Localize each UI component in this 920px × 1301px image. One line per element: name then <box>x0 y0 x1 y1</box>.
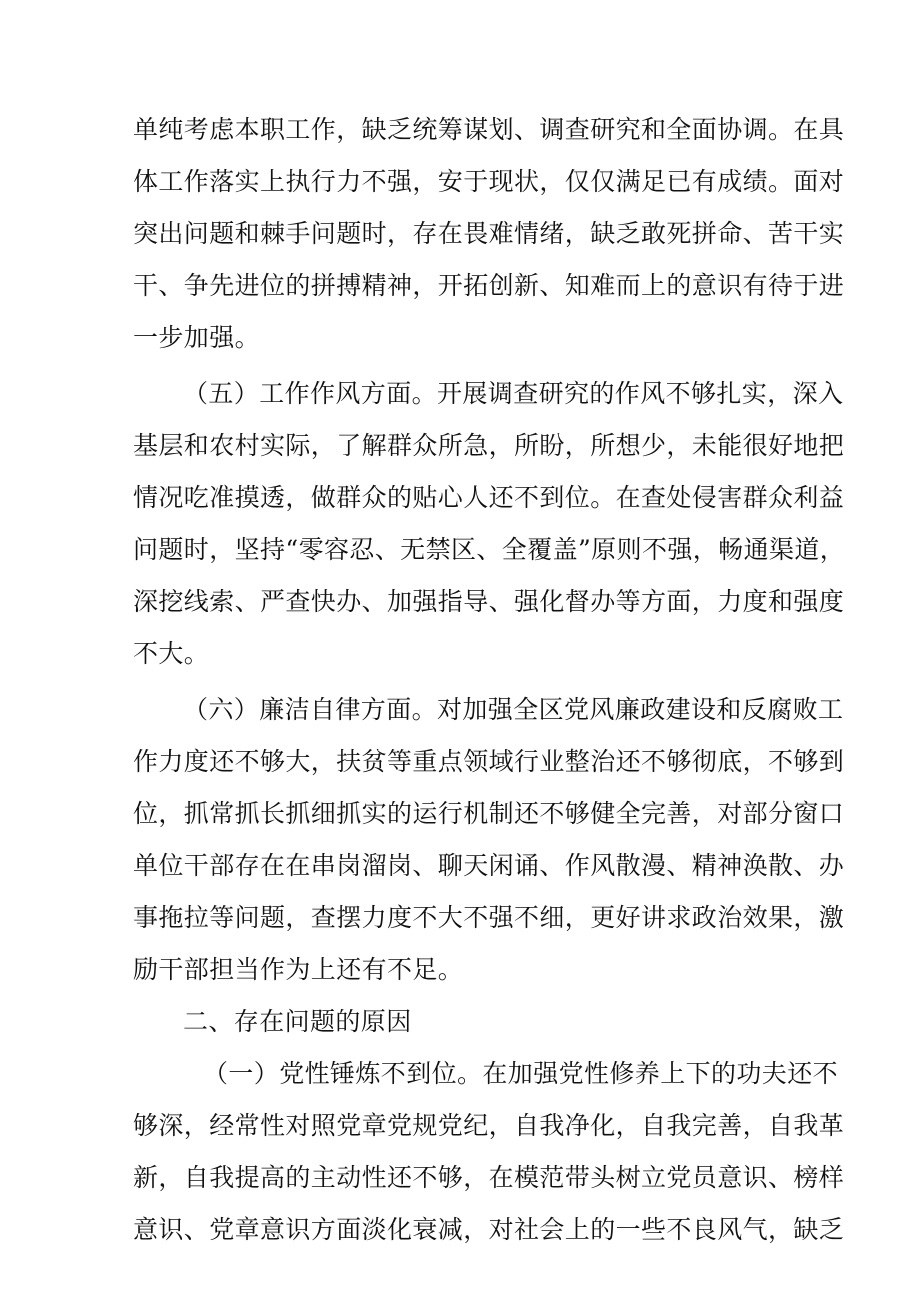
paragraph-integrity <box>133 684 845 996</box>
text-line: 励干部担当作为上还有不足。 <box>133 955 464 984</box>
text-line: 新，自我提高的主动性还不够，在模范带头树立党员意识、榜样 <box>133 1163 845 1192</box>
text-line: 作力度还不够大，扶贫等重点领域行业整治还不够彻底，不够到 <box>133 747 845 776</box>
text-line: 干、争先进位的拼搏精神，开拓创新、知难而上的意识有待于进 <box>133 271 845 300</box>
document-body <box>133 104 846 1256</box>
text-line: 事拖拉等问题，查摆力度不大不强不细，更好讲求政治效果，激 <box>133 903 845 932</box>
text-line: 够深，经常性对照党章党规党纪，自我净化，自我完善，自我革 <box>133 1111 845 1140</box>
text-line: 情况吃准摸透，做群众的贴心人还不到位。在查处侵害群众利益 <box>133 483 845 512</box>
text-line: 深挖线索、严查快办、加强指导、强化督办等方面，力度和强度 <box>133 587 845 616</box>
section-title: 二、存在问题的原因 <box>183 1007 412 1036</box>
text-line: 一步加强。 <box>133 323 261 352</box>
text-line: 单位干部存在在串岗溜岗、聊天闲诵、作风散漫、精神涣散、办 <box>133 851 845 880</box>
text-line: 单纯考虑本职工作，缺乏统筹谋划、调查研究和全面协调。在具 <box>133 115 845 144</box>
text-line: 不大。 <box>133 639 210 668</box>
text-line: （一）党性锤炼不到位。在加强党性修养上下的功夫还不 <box>203 1059 839 1088</box>
text-line: 问题时，坚持“零容忍、无禁区、全覆盖”原则不强，畅通渠道， <box>133 535 846 564</box>
text-line: 基层和农村实际，了解群众所急，所盼，所想少，未能很好地把 <box>133 431 845 460</box>
paragraph-party-spirit <box>133 1048 845 1256</box>
text-line: 体工作落实上执行力不强，安于现状，仅仅满足已有成绩。面对 <box>133 167 845 196</box>
text-line: 突出问题和棘手问题时，存在畏难情绪，缺乏敢死拼命、苦干实 <box>133 219 845 248</box>
paragraph-continuation <box>133 104 845 364</box>
text-line: （五）工作作风方面。开展调查研究的作风不够扎实，深入 <box>183 379 844 408</box>
section-heading <box>133 996 793 1048</box>
paragraph-work-style <box>133 368 846 680</box>
text-line: 位，抓常抓长抓细抓实的运行机制还不够健全完善，对部分窗口 <box>133 799 845 828</box>
text-line: （六）廉洁自律方面。对加强全区党风廉政建设和反腐败工 <box>183 695 844 724</box>
text-line: 意识、党章意识方面淡化衰减，对社会上的一些不良风气，缺乏 <box>133 1215 845 1244</box>
